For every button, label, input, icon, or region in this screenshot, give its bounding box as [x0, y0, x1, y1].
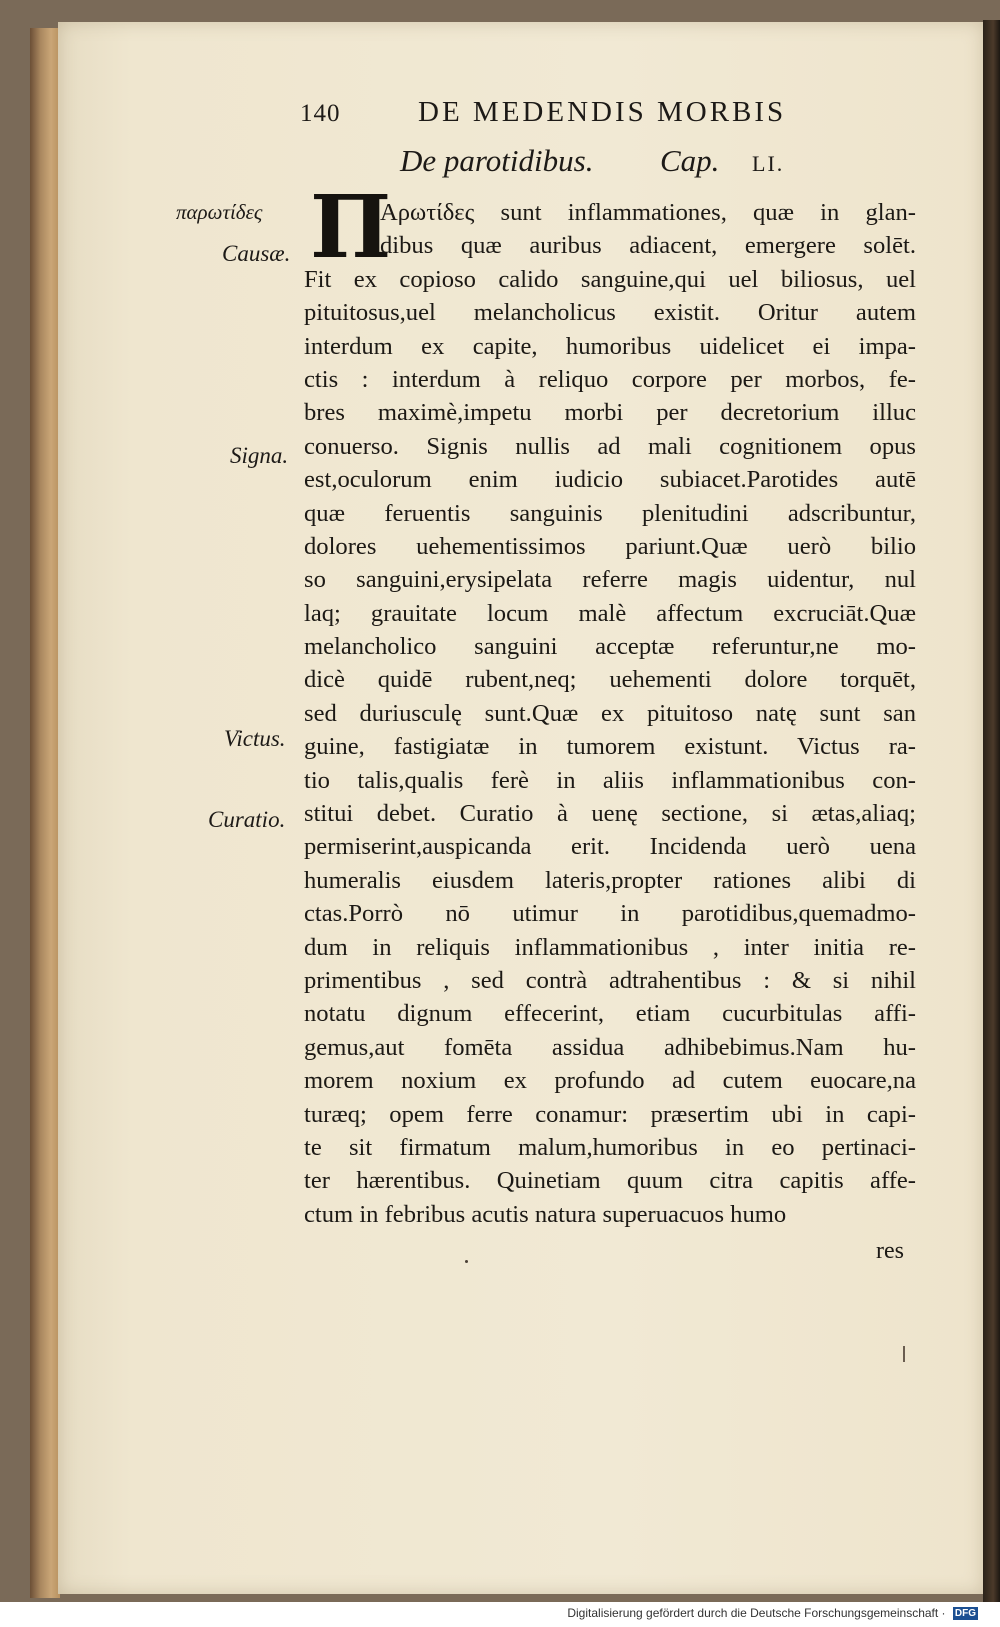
- chapter-title: De parotidibus.: [400, 143, 594, 178]
- text-line: gemus,aut fomēta assidua adhibebimus.Nam hu-: [304, 1033, 916, 1061]
- page-number: 140: [300, 100, 341, 127]
- text-line: morem noxium ex profundo ad cutem euocare,na: [304, 1067, 916, 1095]
- text-line: ctis : interdum à reliquo corpore per morbos, fe-: [304, 365, 916, 393]
- text-line: melancholico sanguini acceptæ referuntur,ne mo-: [304, 633, 916, 661]
- text-line: quæ feruentis sanguinis plenitudini adscribuntur,: [304, 499, 916, 527]
- text-line: notatu dignum effecerint, etiam cucurbitulas affi-: [304, 1000, 916, 1028]
- dfg-logo-icon: DFG: [954, 1608, 976, 1620]
- book-right-edge: [983, 20, 1000, 1602]
- text-line: turæq; opem ferre conamur: præsertim ubi in capi-: [304, 1100, 916, 1128]
- text-line: laq; grauitate locum malè affectum excruciāt.Quæ: [304, 599, 916, 627]
- text-line: conuerso. Signis nullis ad mali cognitionem opus: [304, 432, 916, 460]
- text-line: interdum ex capite, humoribus uidelicet ei impa-: [304, 332, 916, 360]
- text-line: Fit ex copioso calido sanguine,qui uel biliosus, uel: [304, 265, 916, 293]
- text-line: so sanguini,erysipelata referre magis uidentur, nul: [304, 566, 916, 594]
- text-line: ctum in febribus acutis natura superuacuos humo: [304, 1200, 787, 1228]
- book-binding-edge: [30, 28, 60, 1598]
- text-line: Αρωτίδες sunt inflammationes, quæ in glan-: [380, 199, 916, 226]
- ink-speck: [465, 1260, 468, 1263]
- sidenote-greek: παρωτίδες: [176, 200, 263, 224]
- text-line: primentibus , sed contrà adtrahentibus : & si nihil: [304, 966, 916, 994]
- text-line: pituitosus,uel melancholicus existit. Oritur autem: [304, 299, 916, 327]
- text-line: ctas.Porrò nō utimur in parotidibus,quemadmo-: [304, 900, 916, 928]
- text-line: humeralis eiusdem lateris,propter rationes alibi di: [304, 866, 916, 894]
- digitization-footer: [567, 1606, 978, 1620]
- text-line: est,oculorum enim iudicio subiacet.Parotides autē: [304, 466, 916, 494]
- text-line: te sit firmatum malum,humoribus in eo pertinaci-: [304, 1133, 916, 1161]
- text-line: bres maximè,impetu morbi per decretorium illuc: [304, 399, 916, 427]
- sidenote-causa: Causæ.: [222, 241, 291, 266]
- page-header: [300, 96, 860, 136]
- text-line: permiserint,auspicanda erit. Incidenda uerò uena: [304, 833, 916, 861]
- text-line: dibus quæ auribus adiacent, emergere solēt.: [380, 232, 916, 260]
- body-text: [304, 196, 916, 1231]
- catchword: res: [876, 1238, 904, 1264]
- text-line: stitui debet. Curatio à uenę sectione, si ætas,aliaq;: [304, 800, 916, 828]
- text-line: dum in reliquis inflammationibus , inter initia re-: [304, 933, 916, 961]
- chapter-number: LI.: [752, 151, 785, 176]
- sidenote-curatio: Curatio.: [208, 807, 286, 832]
- text-line: guine, fastigiatæ in tumorem existunt. Victus ra-: [304, 733, 916, 761]
- text-line: dicè quidē rubent,neq; uehementi dolore torquēt,: [304, 666, 916, 694]
- footer-text: Digitalisierung gefördert durch die Deutsche Forschungsgemeinschaft ·: [567, 1606, 946, 1620]
- chapter-heading: [400, 143, 820, 183]
- text-line: sed duriusculę sunt.Quæ ex pituitoso natę sunt san: [304, 699, 916, 727]
- drop-cap-initial: Π: [310, 177, 392, 278]
- sidenote-signa: Signa.: [230, 443, 289, 468]
- page-mark: [903, 1346, 905, 1362]
- chapter-cap-label: Cap.: [660, 143, 720, 178]
- sidenote-victus: Victus.: [224, 726, 286, 751]
- running-title: DE MEDENDIS MORBIS: [418, 96, 787, 128]
- text-line: dolores uehementissimos pariunt.Quæ uerò bilio: [304, 532, 916, 560]
- text-line: tio talis,qualis ferè in aliis inflammationibus con-: [304, 766, 916, 794]
- text-line: ter hærentibus. Quinetiam quum citra capitis affe-: [304, 1167, 916, 1195]
